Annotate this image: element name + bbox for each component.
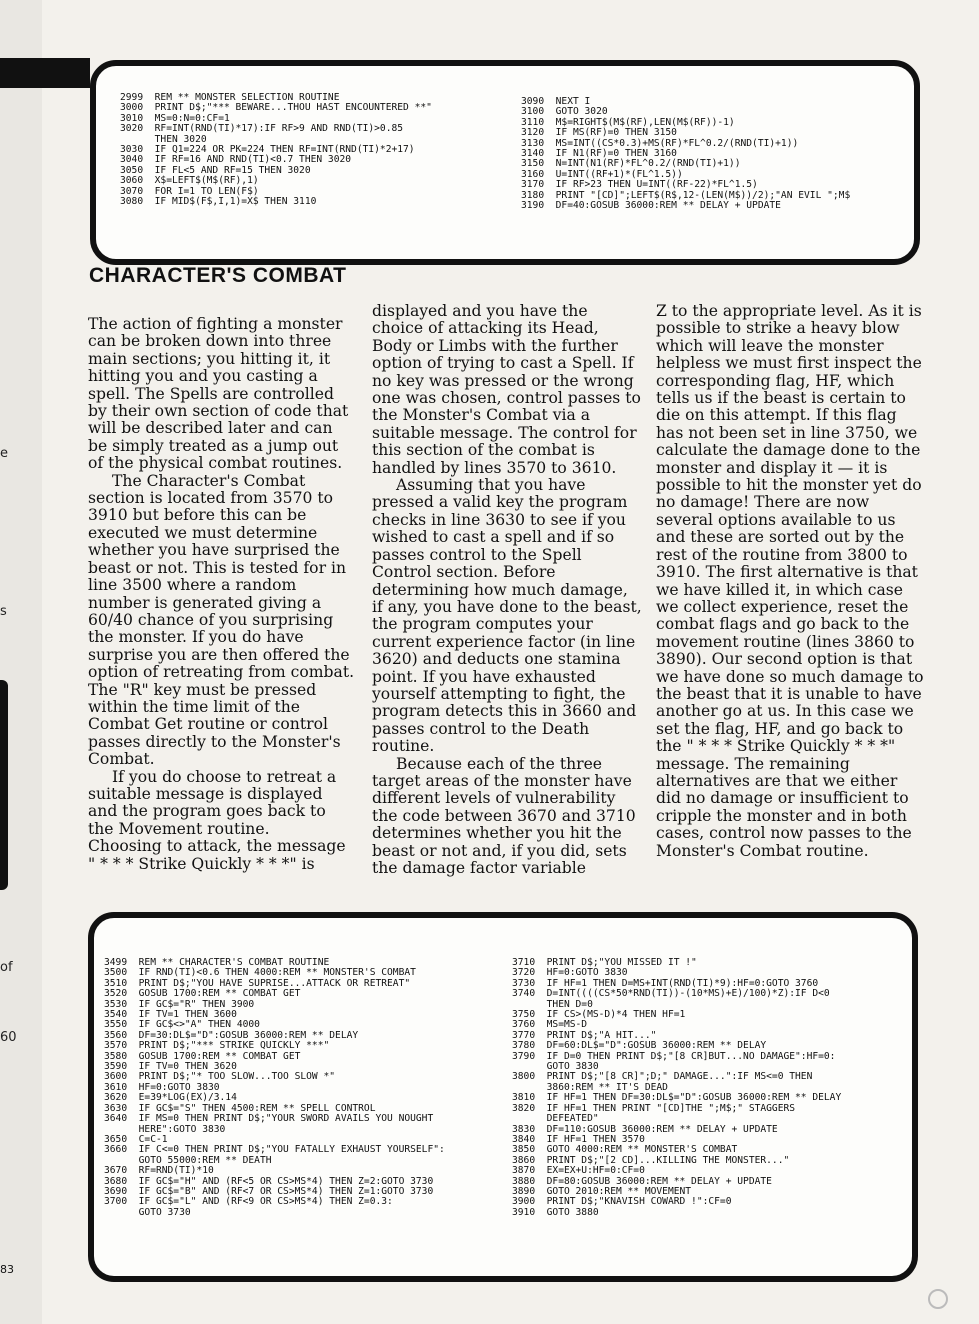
code-line: 3610 HF=0:GOTO 3830: [104, 1081, 220, 1093]
code-line: GOTO 3730: [104, 1206, 191, 1218]
paragraph: Because each of the three target areas of the monster have different levels of vulnerability the code between 3670 and 3710 determines whether you hit the beast or not and, if you did, sets the damage factor variable: [372, 754, 636, 877]
code-line: 3900 PRINT D$;"KNAVISH COWARD !":CF=0: [512, 1196, 732, 1208]
margin-mark: 60: [0, 1030, 17, 1045]
code-line: 3570 PRINT D$;"*** STRIKE QUICKLY ***": [104, 1040, 330, 1052]
code-line: 3520 GOSUB 1700:REM ** COMBAT GET: [104, 988, 301, 1000]
code-line: 3850 GOTO 4000:REM ** MONSTER'S COMBAT: [512, 1144, 738, 1156]
code-line: 3510 PRINT D$;"YOU HAVE SUPRISE...ATTACK OR RETREAT": [104, 977, 411, 989]
code-line: 3890 GOTO 2010:REM ** MOVEMENT: [512, 1185, 692, 1197]
code-line: 3860 PRINT D$;"[2 CD]...KILLING THE MONSTER...": [512, 1154, 790, 1166]
character-combat-listing-right: [512, 958, 841, 1218]
code-line: 3020 RF=INT(RND(TI)*17):IF RF>9 AND RND(TI)>0.85: [120, 123, 404, 135]
code-line: 3540 IF TV=1 THEN 3600: [104, 1009, 237, 1021]
code-line: 3530 IF GC$="R" THEN 3900: [104, 998, 255, 1010]
code-line: 3880 DF=80:GOSUB 36000:REM ** DELAY + UPDATE: [512, 1175, 772, 1187]
code-line: 3010 MS=0:N=0:CF=1: [120, 112, 230, 124]
code-line: 3680 IF GC$="H" AND (RF<5 OR CS>MS*4) THEN Z=2:GOTO 3730: [104, 1175, 434, 1187]
code-line: THEN D=0: [512, 998, 593, 1010]
code-line: 3140 IF N1(RF)=0 THEN 3160: [521, 148, 677, 160]
code-line: 3500 IF RND(TI)<0.6 THEN 4000:REM ** MONSTER'S COMBAT: [104, 967, 416, 979]
code-line: 3720 HF=0:GOTO 3830: [512, 967, 628, 979]
code-line: DEFEATED": [512, 1113, 599, 1125]
code-line: 3730 IF HF=1 THEN D=MS+INT(RND(TI)*9):HF=0:GOTO 3760: [512, 977, 819, 989]
code-line: 3550 IF GC$<>"A" THEN 4000: [104, 1019, 260, 1031]
margin-mark: s: [0, 604, 7, 619]
margin-black-tab: [0, 680, 8, 890]
paragraph: displayed and you have the choice of attacking its Head, Body or Limbs with the further option of trying to cast a Spell. If no key was pressed or the wrong one was chosen, control passes to the Monster's Combat via a suitable message. The control for this section of the combat is handled by lines 3570 to 3610.: [372, 302, 641, 477]
paragraph: If you do choose to retreat a suitable message is displayed and the program goes back to the Movement routine.: [88, 767, 337, 838]
code-line: 3120 IF MS(RF)=0 THEN 3150: [521, 127, 677, 139]
page-binding-edge: [0, 0, 42, 1324]
binding-black-bar: [0, 58, 90, 88]
code-line: 3640 IF MS=0 THEN PRINT D$;"YOUR SWORD AVAILS YOU NOUGHT: [104, 1113, 434, 1125]
code-line: 3660 IF C<=0 THEN PRINT D$;"YOU FATALLY EXHAUST YOURSELF":: [104, 1144, 445, 1156]
code-line: 3790 IF D=0 THEN PRINT D$;"[8 CR]BUT...NO DAMAGE":HF=0:: [512, 1050, 836, 1062]
code-line: 3710 PRINT D$;"YOU MISSED IT !": [512, 957, 697, 968]
paragraph: The Character's Combat section is located from 3570 to 3910 but before this can be executed we must determine whether you have surprised the beast or not. This is tested for in line 3500 where a random number is generated giving a 60/40 chance of you surprising the monster. If you do have surprise you are then offered the option of retreating from combat. The "R" key must be pressed within the time limit of the Combat Get routine or control passes directly to the Monster's Combat.: [88, 471, 355, 769]
code-line: 3150 N=INT(N1(RF)*FL^0.2/(RND(TI)+1)): [521, 158, 741, 170]
margin-mark: of: [0, 960, 13, 975]
article-column-3: [656, 303, 926, 860]
code-line: 3160 U=INT((RF+1)*(FL^1.5)): [521, 168, 683, 180]
code-line: GOTO 3830: [512, 1061, 599, 1073]
paragraph: Choosing to attack, the message " * * * Strike Quickly * * *" is: [88, 837, 346, 873]
code-line: 3620 E=39*LOG(EX)/3.14: [104, 1092, 237, 1104]
code-line: 3650 C=C-1: [104, 1133, 168, 1145]
code-line: 3560 DF=30:DL$="D":GOSUB 36000:REM ** DELAY: [104, 1029, 359, 1041]
code-line: 3180 PRINT "[CD]";LEFT$(R$,12-(LEN(M$))/2);"AN EVIL ";M$: [521, 189, 851, 201]
margin-mark: e: [0, 446, 8, 461]
page-corner-mark: [928, 1289, 948, 1309]
code-line: 3910 GOTO 3880: [512, 1206, 599, 1218]
code-line: 3090 NEXT I: [521, 96, 591, 107]
monster-selection-listing-right: [521, 97, 850, 211]
character-combat-listing-left: [104, 958, 445, 1218]
code-line: 3630 IF GC$="S" THEN 4500:REM ** SPELL CONTROL: [104, 1102, 376, 1114]
code-line: 3170 IF RF>23 THEN U=INT((RF-22)*FL^1.5): [521, 179, 758, 191]
code-line: 3600 PRINT D$;"* TOO SLOW...TOO SLOW *": [104, 1071, 336, 1083]
article-column-2: [372, 303, 642, 877]
paragraph: Z to the appropriate level. As it is possible to strike a heavy blow which will leave the monster helpless we must first inspect the corresponding flag, HF, which tells us if the beast is certain to die on this attempt. If this flag has not been set in line 3750, we calculate the damage done to the monster and display it — it is possible to hit the monster yet do no damage! There are now several options available to us and these are sorted out by the rest of the routine from 3800 to 3910. The first alternative is that we have killed it, in which case we collect experience, reset the combat flags and go back to the movement routine (lines 3860 to 3890). Our second option is that we have done so much damage to the beast that it is unable to have another go at us. In this case we set the flag, HF, and go back to the " * * * Strike Quickly * * *" message. The remaining alternatives are that we either did no damage or insufficient to cripple the monster and in both cases, control now passes to the Monster's Combat routine.: [656, 302, 924, 860]
paragraph: Assuming that you have pressed a valid key the program checks in line 3630 to see if you wished to cast a spell and if so passes control to the Spell Control section. Before determining how much damage, if any, you have done to the beast, the program computes your current experience factor (in line 3620) and deducts one stamina point. If you have exhausted yourself attempting to fight, the program detects this in 3660 and passes control to the Death routine.: [372, 476, 642, 756]
code-line: 3700 IF GC$="L" AND (RF<9 OR CS>MS*4) THEN Z=0.3:: [104, 1196, 393, 1208]
page-number: 83: [0, 1263, 14, 1276]
code-line: 3670 RF=RND(TI)*10: [104, 1165, 214, 1177]
code-line: 3870 EX=EX+U:HF=0:CF=0: [512, 1165, 645, 1177]
code-line: 3060 X$=LEFT$(M$(RF),1): [120, 175, 259, 187]
code-line: 3499 REM ** CHARACTER'S COMBAT ROUTINE: [104, 957, 330, 968]
code-line: 3780 DF=60:DL$="D":GOSUB 36000:REM ** DELAY: [512, 1040, 767, 1052]
code-line: 3750 IF CS>(MS-D)*4 THEN HF=1: [512, 1009, 686, 1021]
code-line: 3760 MS=MS-D: [512, 1019, 588, 1031]
code-line: 3130 MS=INT((CS*0.3)+MS(RF)*FL^0.2/(RND(TI)+1)): [521, 137, 799, 149]
code-line: 3080 IF MID$(F$,I,1)=X$ THEN 3110: [120, 196, 317, 208]
code-line: 3580 GOSUB 1700:REM ** COMBAT GET: [104, 1050, 301, 1062]
article-heading: CHARACTER'S COMBAT: [89, 264, 347, 287]
code-line: 3110 M$=RIGHT$(M$(RF),LEN(M$(RF))-1): [521, 116, 735, 128]
code-line: 3740 D=INT((((CS*50*RND(TI))-(10*MS)+E)/100)*Z):IF D<0: [512, 988, 830, 1000]
code-line: HERE":GOTO 3830: [104, 1123, 226, 1135]
article-column-1: [88, 316, 356, 873]
code-line: 3070 FOR I=1 TO LEN(F$): [120, 185, 259, 197]
code-line: 3820 IF HF=1 THEN PRINT "[CD]THE ";M$;" STAGGERS: [512, 1102, 796, 1114]
code-line: 3840 IF HF=1 THEN 3570: [512, 1133, 645, 1145]
monster-selection-listing-left: [120, 93, 432, 207]
code-line: 3590 IF TV=0 THEN 3620: [104, 1061, 237, 1073]
code-line: 3040 IF RF=16 AND RND(TI)<0.7 THEN 3020: [120, 154, 352, 166]
code-line: GOTO 55000:REM ** DEATH: [104, 1154, 272, 1166]
code-line: 3860:REM ** IT'S DEAD: [512, 1081, 668, 1093]
code-line: 3100 GOTO 3020: [521, 106, 608, 118]
code-line: 3770 PRINT D$;"A HIT...": [512, 1029, 657, 1041]
code-line: 2999 REM ** MONSTER SELECTION ROUTINE: [120, 92, 340, 103]
code-line: 3830 DF=110:GOSUB 36000:REM ** DELAY + UPDATE: [512, 1123, 778, 1135]
code-line: 3190 DF=40:GOSUB 36000:REM ** DELAY + UPDATE: [521, 200, 781, 212]
code-line: 3030 IF Q1=224 OR PK=224 THEN RF=INT(RND(TI)*2+17): [120, 144, 415, 156]
code-line: 3690 IF GC$="B" AND (RF<7 OR CS>MS*4) THEN Z=1:GOTO 3730: [104, 1185, 434, 1197]
paragraph: The action of fighting a monster can be broken down into three main sections; you hitting it, it hitting you and you casting a spell. The Spells are controlled by their own section of code that will be described later and can be simply treated as a jump out of the physical combat routines.: [88, 315, 349, 473]
code-line: 3050 IF FL<5 AND RF=15 THEN 3020: [120, 164, 311, 176]
code-line: THEN 3020: [120, 133, 207, 145]
code-line: 3000 PRINT D$;"*** BEWARE...THOU HAST ENCOUNTERED **": [120, 102, 432, 114]
code-line: 3810 IF HF=1 THEN DF=30:DL$="D":GOSUB 36000:REM ** DELAY: [512, 1092, 842, 1104]
code-line: 3800 PRINT D$;"[8 CR]";D;" DAMAGE...":IF MS<=0 THEN: [512, 1071, 813, 1083]
